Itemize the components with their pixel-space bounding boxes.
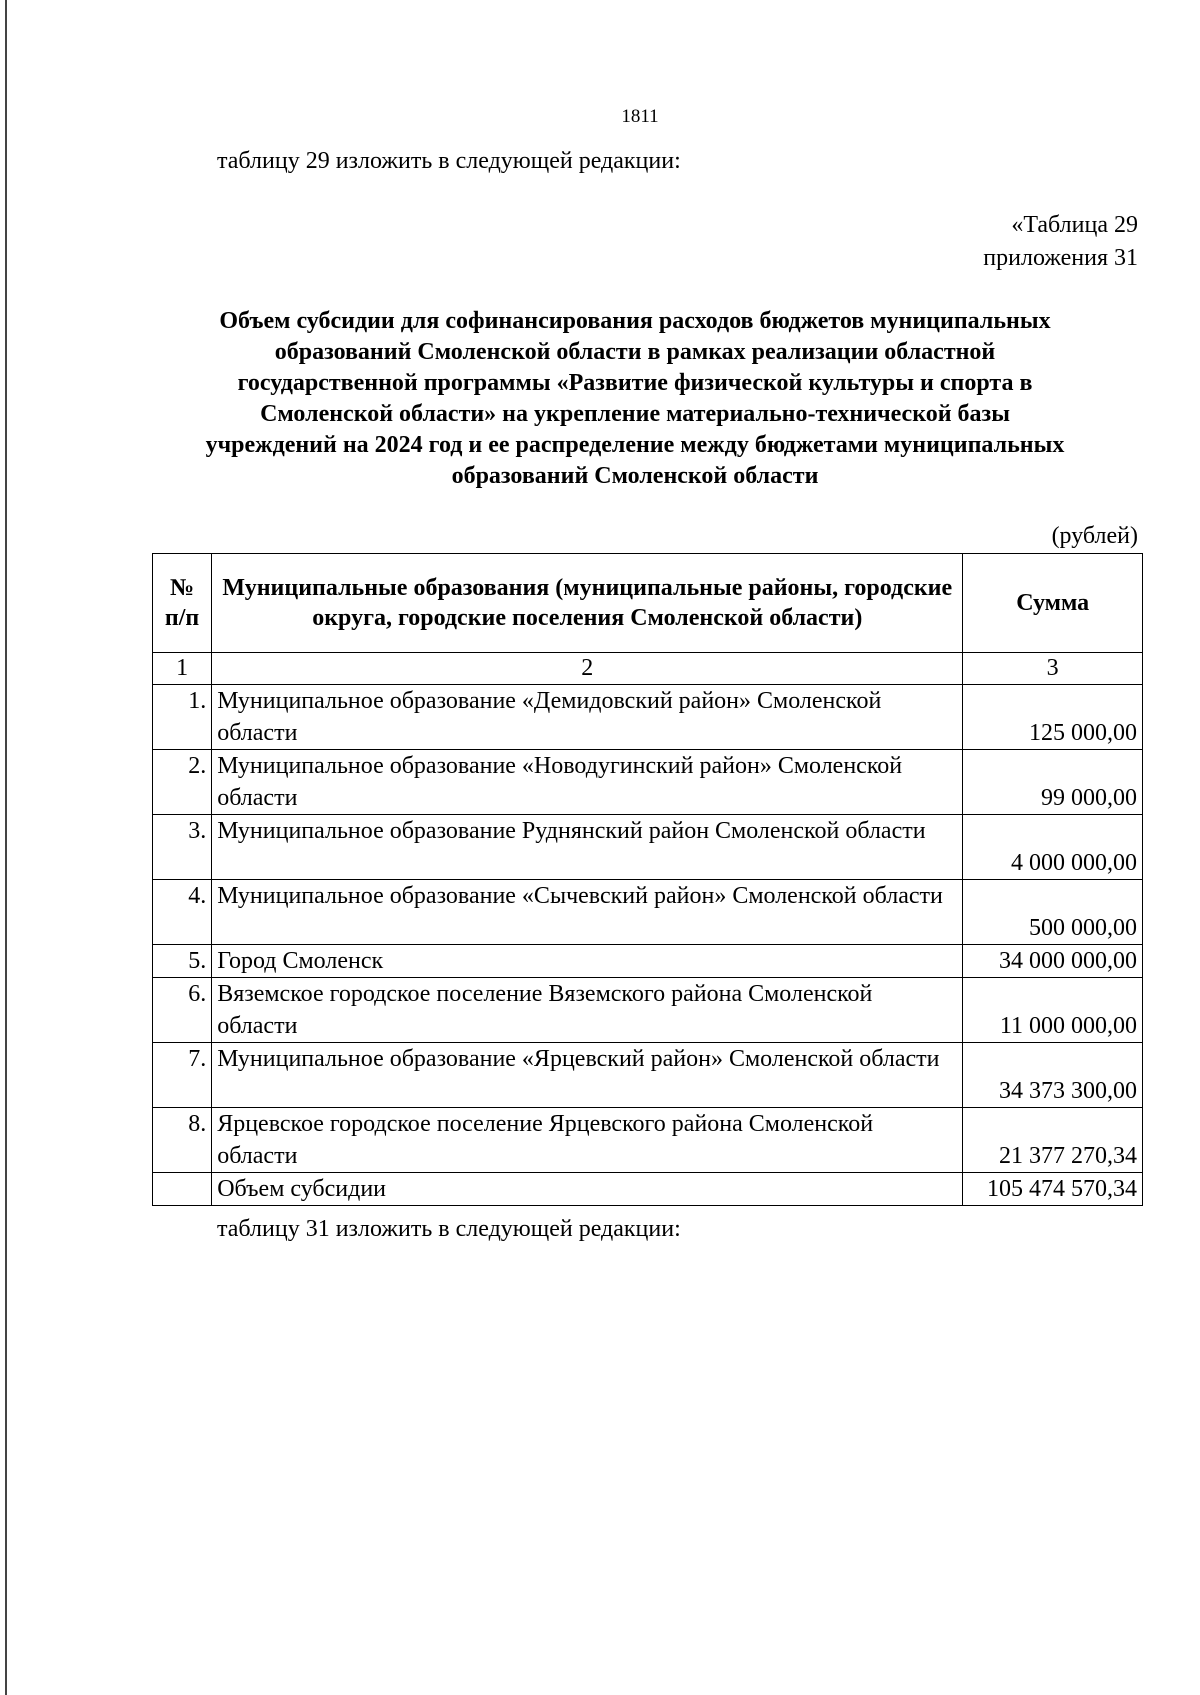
total-row — [153, 1173, 1143, 1206]
table-caption — [983, 209, 1138, 275]
title-line: образований Смоленской области в рамках реализации областной — [274, 339, 996, 365]
subsidy-table — [152, 553, 1143, 1206]
row-amount: 34 000 000,00 — [963, 945, 1143, 978]
table-row — [153, 815, 1143, 880]
column-index: 1 — [153, 653, 212, 685]
title-line: учреждений на 2024 год и ее распределение между бюджетами муниципальных — [205, 432, 1065, 458]
row-amount: 21 377 270,34 — [963, 1108, 1143, 1173]
caption-line-table: «Таблица 29 — [1011, 212, 1138, 238]
row-municipality: Муниципальное образование «Сычевский район» Смоленской области — [212, 880, 963, 945]
column-index: 2 — [212, 653, 963, 685]
row-number: 8. — [153, 1108, 212, 1173]
row-amount: 34 373 300,00 — [963, 1043, 1143, 1108]
row-number: 2. — [153, 750, 212, 815]
total-label: Объем субсидии — [212, 1173, 963, 1206]
row-number: 6. — [153, 978, 212, 1043]
row-number: 5. — [153, 945, 212, 978]
table-row — [153, 750, 1143, 815]
row-municipality: Муниципальное образование Руднянский район Смоленской области — [212, 815, 963, 880]
table-row — [153, 1108, 1143, 1173]
caption-line-appendix: приложения 31 — [983, 245, 1138, 271]
title-line: образований Смоленской области — [451, 463, 819, 489]
row-amount: 125 000,00 — [963, 685, 1143, 750]
page-number: 1811 — [621, 106, 659, 127]
table-row — [153, 1043, 1143, 1108]
intro-paragraph: таблицу 29 изложить в следующей редакции: — [217, 148, 681, 174]
total-amount: 105 474 570,34 — [963, 1173, 1143, 1206]
row-municipality: Вяземское городское поселение Вяземского района Смоленской области — [212, 978, 963, 1043]
title-line: Объем субсидии для софинансирования расходов бюджетов муниципальных — [219, 308, 1051, 334]
column-index-row — [153, 653, 1143, 685]
table-header-row — [153, 554, 1143, 653]
document-title — [140, 306, 1130, 492]
table-row — [153, 945, 1143, 978]
header-num: № п/п — [153, 554, 212, 653]
header-sum: Сумма — [963, 554, 1143, 653]
outro-paragraph: таблицу 31 изложить в следующей редакции: — [217, 1216, 681, 1242]
title-line: Смоленской области» на укрепление материально-технической базы — [260, 401, 1010, 427]
row-number: 4. — [153, 880, 212, 945]
row-number: 1. — [153, 685, 212, 750]
column-index: 3 — [963, 653, 1143, 685]
row-number: 7. — [153, 1043, 212, 1108]
header-name: Муниципальные образования (муниципальные районы, городские округа, городские поселения Смоленской области) — [212, 554, 963, 653]
row-municipality: Муниципальное образование «Ярцевский район» Смоленской области — [212, 1043, 963, 1108]
row-amount: 500 000,00 — [963, 880, 1143, 945]
row-number: 3. — [153, 815, 212, 880]
units-label: (рублей) — [1051, 523, 1138, 549]
table-row — [153, 880, 1143, 945]
row-amount: 99 000,00 — [963, 750, 1143, 815]
title-line: государственной программы «Развитие физической культуры и спорта в — [237, 370, 1033, 396]
row-amount: 4 000 000,00 — [963, 815, 1143, 880]
table-row — [153, 978, 1143, 1043]
row-municipality: Муниципальное образование «Демидовский район» Смоленской области — [212, 685, 963, 750]
row-municipality: Муниципальное образование «Новодугинский район» Смоленской области — [212, 750, 963, 815]
row-amount: 11 000 000,00 — [963, 978, 1143, 1043]
table-row — [153, 685, 1143, 750]
row-municipality: Город Смоленск — [212, 945, 963, 978]
total-number — [153, 1173, 212, 1206]
page-edge-line — [5, 0, 7, 1695]
row-municipality: Ярцевское городское поселение Ярцевского района Смоленской области — [212, 1108, 963, 1173]
